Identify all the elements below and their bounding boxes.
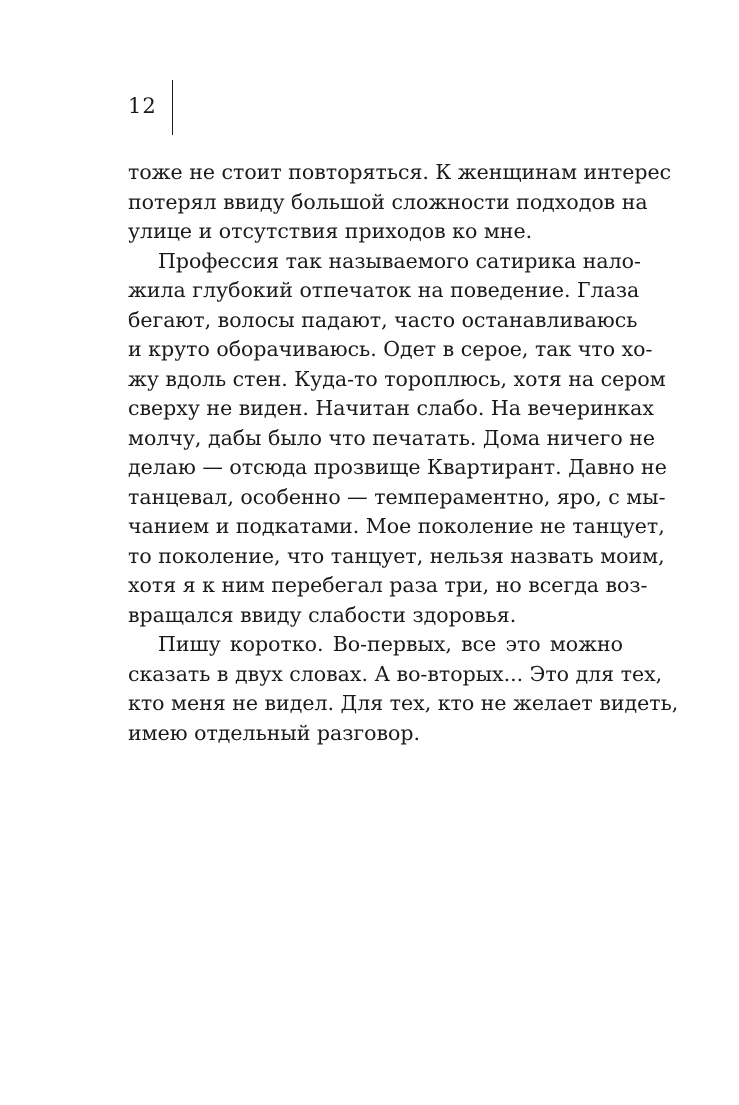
text-line: и круто оборачиваюсь. Одет в серое, так что хо- (128, 337, 653, 361)
text-line: танцевал, особенно — темпераментно, яро, с мы- (128, 484, 666, 509)
text-line: бегают, волосы падают, часто останавливаюсь (128, 307, 638, 332)
text-line: вращался ввиду слабости здоровья. (128, 602, 517, 627)
page-number: 12 (128, 94, 157, 118)
text-line: делаю — отсюда прозвище Квартирант. Давно не (128, 455, 667, 479)
text-line: имею отдельный разговор. (128, 720, 421, 745)
text-line: Профессия так называемого сатирика нало- (158, 248, 641, 273)
text-line: хотя я к ним перебегал раза три, но всегда воз- (128, 573, 648, 597)
body-text (128, 158, 679, 748)
text-line: жила глубокий отпечаток на поведение. Глаза (128, 278, 640, 302)
text-line: сверху не виден. Начитан слабо. На вечеринках (128, 396, 654, 420)
text-line: улице и отсутствия приходов ко мне. (128, 219, 533, 243)
page-header (0, 80, 739, 136)
text-line: тоже не стоит повторяться. К женщинам интерес (128, 160, 672, 184)
header-divider (172, 80, 173, 135)
text-line: Пишу коротко. Во-первых, все это можно (158, 632, 623, 656)
text-line: то поколение, что танцует, нельзя назвать моим, (128, 543, 665, 568)
text-line: сказать в двух словах. А во-вторых... Это для тех, (128, 661, 663, 686)
text-line: молчу, дабы было что печатать. Дома ничего не (128, 425, 656, 450)
text-line: кто меня не видел. Для тех, кто не желает видеть, (128, 691, 679, 715)
text-line: потерял ввиду большой сложности подходов на (128, 189, 648, 214)
text-line: жу вдоль стен. Куда-то тороплюсь, хотя на сером (128, 366, 666, 391)
text-line: чанием и подкатами. Мое поколение не танцует, (128, 514, 665, 538)
